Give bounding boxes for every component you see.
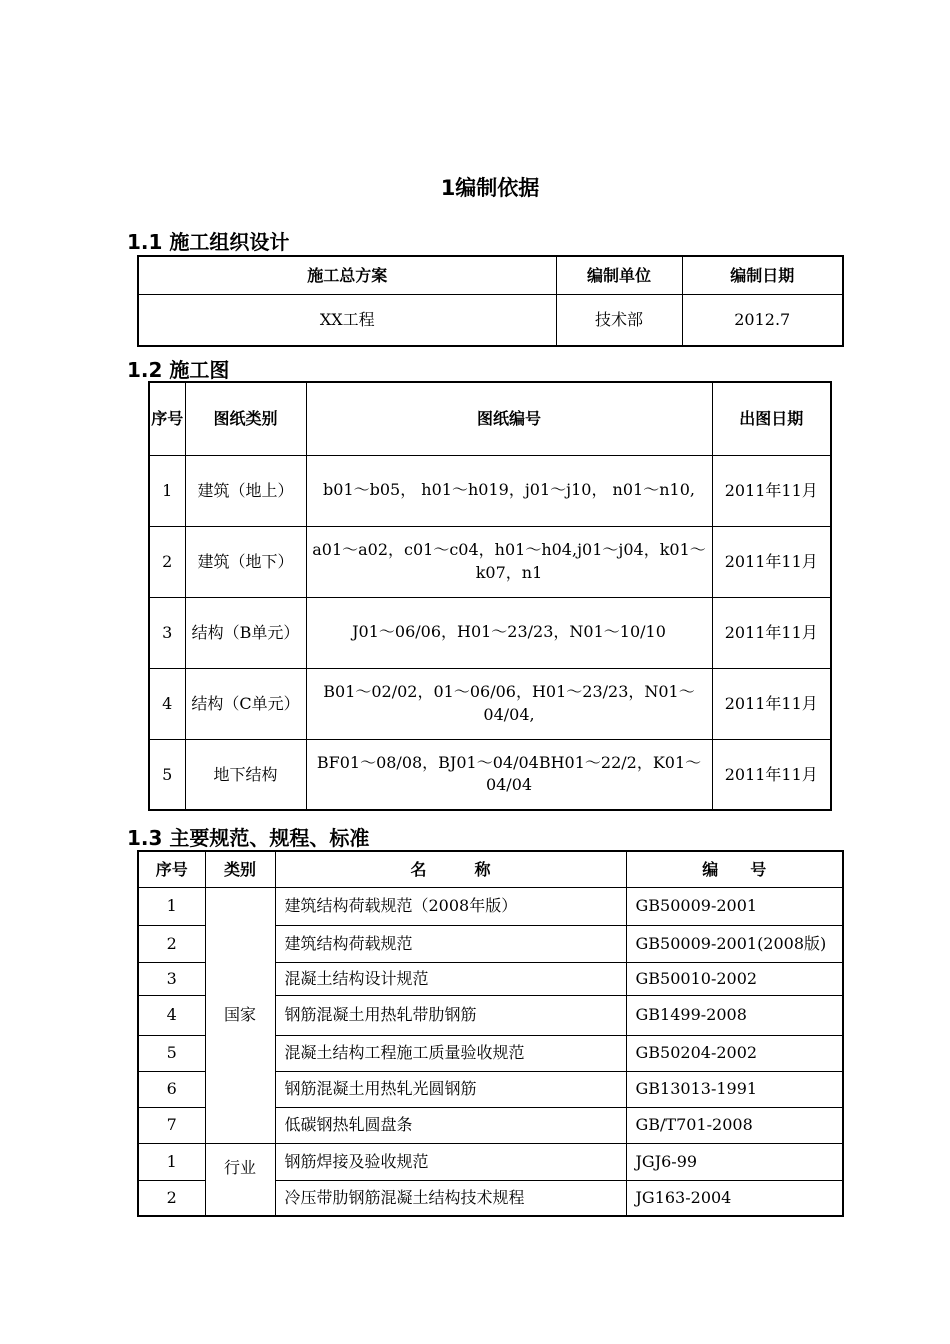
row-code: GB50204-2002	[626, 1035, 843, 1071]
header-unit: 编制单位	[556, 256, 682, 294]
header-no: 序号	[138, 851, 205, 887]
page-title: 1编制依据	[440, 176, 540, 200]
table-row	[149, 668, 831, 739]
row-name: 低碳钢热轧圆盘条	[275, 1107, 626, 1143]
row-date: 2011年11月	[712, 739, 831, 810]
row-code: GB1499-2008	[626, 995, 843, 1035]
row-drawing-no: BF01～08/08，BJ01～04/04BH01～22/2，K01～04/04	[306, 739, 712, 810]
group-national: 国家	[205, 887, 275, 1143]
row-name: 建筑结构荷载规范（2008年版）	[275, 887, 626, 925]
row-code: GB50010-2002	[626, 962, 843, 995]
row-name: 混凝土结构工程施工质量验收规范	[275, 1035, 626, 1071]
row-no: 2	[138, 925, 205, 962]
row-no: 1	[149, 455, 185, 526]
header-name: 名 称	[275, 851, 626, 887]
row-no: 4	[138, 995, 205, 1035]
standards-table	[137, 850, 844, 1217]
header-plan: 施工总方案	[138, 256, 556, 294]
row-no: 1	[138, 1143, 205, 1180]
row-no: 3	[138, 962, 205, 995]
row-code: GB50009-2001	[626, 887, 843, 925]
plan-unit: 技术部	[556, 294, 682, 346]
row-name: 钢筋焊接及验收规范	[275, 1143, 626, 1180]
header-drawing-no: 图纸编号	[306, 382, 712, 455]
drawings-table	[148, 381, 832, 811]
table-row	[149, 526, 831, 597]
section-heading-3: 1.3 主要规范、规程、标准	[127, 826, 370, 850]
row-date: 2011年11月	[712, 526, 831, 597]
row-no: 1	[138, 887, 205, 925]
row-date: 2011年11月	[712, 455, 831, 526]
row-no: 6	[138, 1071, 205, 1107]
section-heading-2: 1.2 施工图	[127, 358, 230, 382]
row-date: 2011年11月	[712, 668, 831, 739]
row-code: GB50009-2001(2008版)	[626, 925, 843, 962]
row-no: 2	[138, 1180, 205, 1216]
row-no: 5	[149, 739, 185, 810]
row-no: 4	[149, 668, 185, 739]
section-heading-1: 1.1 施工组织设计	[127, 230, 290, 254]
row-no: 3	[149, 597, 185, 668]
table-row	[149, 597, 831, 668]
row-category: 结构（C单元）	[185, 668, 306, 739]
row-name: 钢筋混凝土用热轧光圆钢筋	[275, 1071, 626, 1107]
row-code: GB/T701-2008	[626, 1107, 843, 1143]
plan-date: 2012.7	[682, 294, 843, 346]
table-row	[149, 739, 831, 810]
row-name: 建筑结构荷载规范	[275, 925, 626, 962]
row-category: 地下结构	[185, 739, 306, 810]
row-no: 2	[149, 526, 185, 597]
header-no: 序号	[149, 382, 185, 455]
table-row	[149, 455, 831, 526]
row-name: 钢筋混凝土用热轧带肋钢筋	[275, 995, 626, 1035]
row-drawing-no: J01～06/06，H01～23/23，N01～10/10	[306, 597, 712, 668]
table-row	[138, 887, 843, 925]
row-code: GB13013-1991	[626, 1071, 843, 1107]
header-code: 编 号	[626, 851, 843, 887]
row-name: 冷压带肋钢筋混凝土结构技术规程	[275, 1180, 626, 1216]
plan-name: XX工程	[138, 294, 556, 346]
row-no: 7	[138, 1107, 205, 1143]
row-drawing-no: a01～a02，c01～c04，h01～h04,j01～j04，k01～k07，n1	[306, 526, 712, 597]
row-name: 混凝土结构设计规范	[275, 962, 626, 995]
row-no: 5	[138, 1035, 205, 1071]
row-category: 建筑（地上）	[185, 455, 306, 526]
row-category: 结构（B单元）	[185, 597, 306, 668]
row-drawing-no: B01～02/02，01～06/06，H01～23/23，N01～04/04,	[306, 668, 712, 739]
row-date: 2011年11月	[712, 597, 831, 668]
group-industry: 行业	[205, 1143, 275, 1216]
header-category: 类别	[205, 851, 275, 887]
header-issue-date: 出图日期	[712, 382, 831, 455]
header-category: 图纸类别	[185, 382, 306, 455]
row-category: 建筑（地下）	[185, 526, 306, 597]
row-code: JGJ6-99	[626, 1143, 843, 1180]
row-drawing-no: b01～b05， h01～h019，j01～j10， n01～n10,	[306, 455, 712, 526]
table-row	[138, 1143, 843, 1180]
row-code: JG163-2004	[626, 1180, 843, 1216]
construction-plan-table	[137, 255, 844, 347]
header-date: 编制日期	[682, 256, 843, 294]
